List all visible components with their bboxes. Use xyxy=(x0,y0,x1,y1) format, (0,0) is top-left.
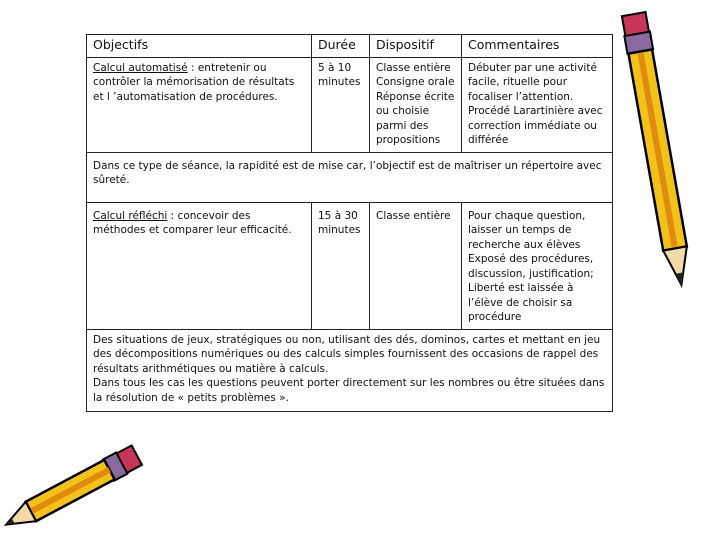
comments-cell xyxy=(462,57,613,152)
lesson-table xyxy=(86,34,613,412)
header-dispositif: Dispositif xyxy=(370,35,462,58)
duration-cell: 5 à 10 minutes xyxy=(312,57,370,152)
setup-cell xyxy=(370,202,462,329)
setup-item: Réponse écrite ou choisie parmi des propositions xyxy=(376,90,455,146)
setup-item: Classe entière xyxy=(376,209,451,222)
note-paragraph: Dans tous les cas les questions peuvent porter directement sur les nombres ou être situées dans la résolution de « petits problèmes ». xyxy=(93,377,605,404)
header-commentaires: Commentaires xyxy=(462,35,613,58)
setup-item: Consigne orale xyxy=(376,76,455,88)
note-row-2 xyxy=(87,329,613,412)
note-row-1 xyxy=(87,152,613,202)
comment-item: Débuter par une activité facile, rituelle pour focaliser l’attention. xyxy=(468,61,597,103)
objective-title: Calcul automatisé xyxy=(93,61,188,74)
objective-text: : concevoir des méthodes et comparer leur efficacité. xyxy=(93,209,292,236)
comments-cell xyxy=(462,202,613,329)
comment-item: Exposé des procédures, discussion, justification; xyxy=(468,253,594,280)
objective-text: : entretenir ou contrôler la mémorisation de résultats et l ’automatisation de procédures. xyxy=(93,61,295,103)
header-duree: Durée xyxy=(312,35,370,58)
pencil-bottom-left-icon xyxy=(0,430,150,540)
table-row-calcul-automatise xyxy=(87,57,613,152)
duration-cell: 15 à 30 minutes xyxy=(312,202,370,329)
comment-item: Pour chaque question, laisser un temps de recherche aux élèves xyxy=(468,209,586,251)
objective-title: Calcul réfléchi xyxy=(93,209,168,222)
table-row-calcul-reflechi xyxy=(87,202,613,329)
pencil-top-right-icon xyxy=(596,2,720,302)
header-objectifs: Objectifs xyxy=(87,35,312,58)
note-paragraph: Des situations de jeux, stratégiques ou non, utilisant des dés, dominos, cartes et mettant en jeu des décompositions numériques ou des calculs simples fournissent des occasions de rappel des résultats arithmétiques ou matière à calculs. xyxy=(93,333,601,375)
objective-cell xyxy=(87,57,312,152)
note-cell xyxy=(87,329,613,412)
setup-cell xyxy=(370,57,462,152)
comment-item: Procédé Larartinière avec correction immédiate ou différée xyxy=(468,105,603,146)
comment-item: Liberté est laissée à l’élève de choisir sa procédure xyxy=(468,282,574,323)
objective-cell xyxy=(87,202,312,329)
header-row xyxy=(87,35,613,58)
setup-item: Classe entière xyxy=(376,61,451,74)
note-text: Dans ce type de séance, la rapidité est de mise car, l’objectif est de maîtriser un répertoire avec sûreté. xyxy=(87,152,613,202)
